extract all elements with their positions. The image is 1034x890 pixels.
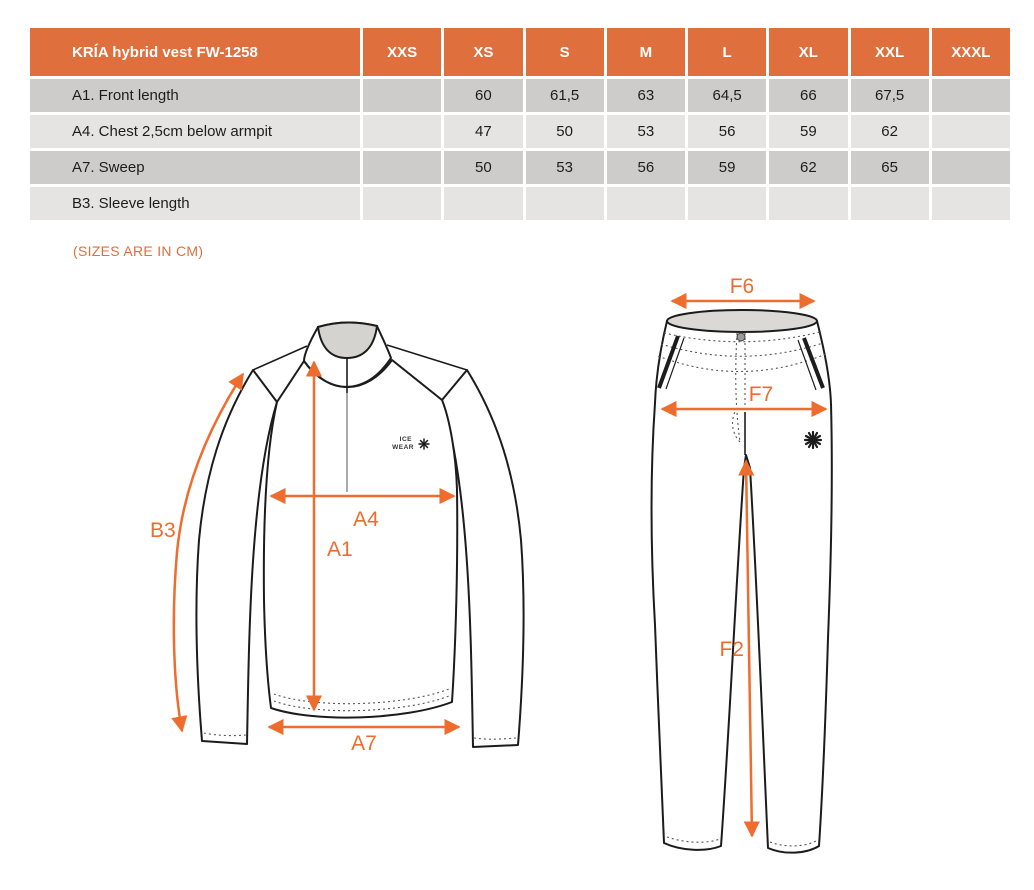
waist-button: [737, 333, 745, 341]
value-cell: 47: [444, 115, 522, 148]
label-a4: A4: [353, 508, 379, 531]
value-cell: [363, 151, 441, 184]
value-cell: 56: [607, 151, 685, 184]
size-header-m: M: [607, 28, 685, 76]
label-f7: F7: [748, 383, 774, 406]
value-cell: [932, 187, 1010, 220]
value-cell: 60: [444, 79, 522, 112]
label-b3: B3: [150, 519, 176, 542]
value-cell: [932, 115, 1010, 148]
size-header-xxxl: XXXL: [932, 28, 1010, 76]
size-header-xl: XL: [769, 28, 847, 76]
row-label-sleeve-length: B3. Sleeve length: [30, 187, 360, 220]
value-cell: 66: [769, 79, 847, 112]
label-a7: A7: [351, 732, 377, 755]
value-cell: 53: [607, 115, 685, 148]
logo-text-wear: WEAR: [392, 444, 414, 451]
value-cell: [363, 187, 441, 220]
arrow-f2-inseam: [746, 461, 752, 836]
size-header-l: L: [688, 28, 766, 76]
value-cell: [851, 187, 929, 220]
waist-opening: [667, 310, 817, 332]
value-cell: [688, 187, 766, 220]
value-cell: 56: [688, 115, 766, 148]
value-cell: 64,5: [688, 79, 766, 112]
value-cell: 50: [526, 115, 604, 148]
row-label-sweep: A7. Sweep: [30, 151, 360, 184]
value-cell: [363, 115, 441, 148]
size-header-xxs: XXS: [363, 28, 441, 76]
size-table: [30, 28, 1010, 220]
product-title-header: KRÍA hybrid vest FW-1258: [30, 28, 360, 76]
value-cell: 59: [688, 151, 766, 184]
logo-snowflake-icon: [419, 439, 429, 449]
value-cell: [526, 187, 604, 220]
value-cell: [363, 79, 441, 112]
value-cell: 62: [769, 151, 847, 184]
value-cell: 65: [851, 151, 929, 184]
row-label-front-length: A1. Front length: [30, 79, 360, 112]
value-cell: 53: [526, 151, 604, 184]
label-a1: A1: [327, 538, 353, 561]
value-cell: 63: [607, 79, 685, 112]
value-cell: [932, 151, 1010, 184]
logo-text-ice: ICE: [399, 436, 412, 443]
row-label-chest: A4. Chest 2,5cm below armpit: [30, 115, 360, 148]
sizes-unit-note: (SIZES ARE IN CM): [73, 243, 204, 259]
size-header-xs: XS: [444, 28, 522, 76]
value-cell: 61,5: [526, 79, 604, 112]
value-cell: [607, 187, 685, 220]
jacket-body: [264, 360, 457, 718]
value-cell: 67,5: [851, 79, 929, 112]
value-cell: 59: [769, 115, 847, 148]
value-cell: 62: [851, 115, 929, 148]
value-cell: [444, 187, 522, 220]
label-f2: F2: [719, 638, 744, 661]
pants-body: [652, 315, 832, 853]
left-shoulder-seam: [253, 346, 307, 370]
pants-measurement-diagram: [630, 275, 860, 875]
value-cell: [932, 79, 1010, 112]
size-header-xxl: XXL: [851, 28, 929, 76]
value-cell: [769, 187, 847, 220]
label-f6: F6: [729, 275, 755, 298]
size-header-s: S: [526, 28, 604, 76]
value-cell: 50: [444, 151, 522, 184]
jacket-measurement-diagram: [140, 295, 570, 765]
